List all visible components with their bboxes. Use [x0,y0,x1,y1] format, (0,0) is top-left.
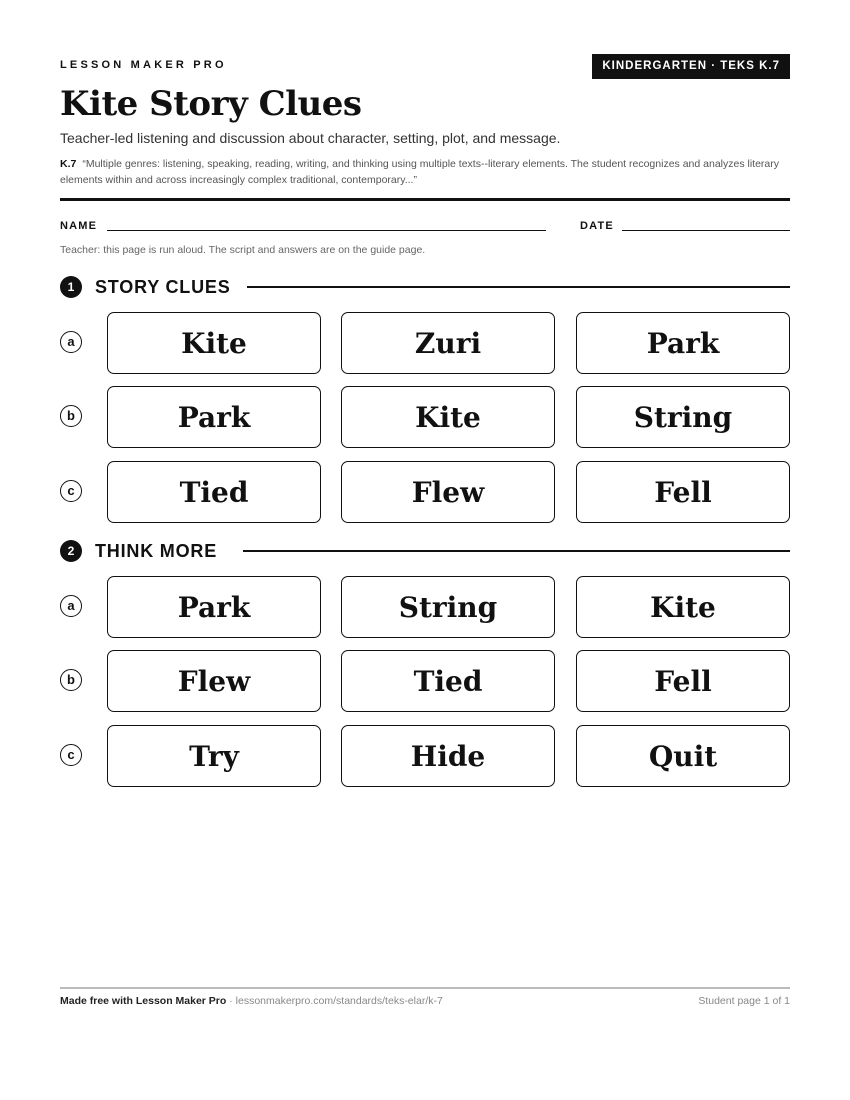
section-divider [247,286,790,288]
brand-name: LESSON MAKER PRO [60,59,227,71]
word-choice-card[interactable]: Park [107,386,321,448]
date-field[interactable] [622,230,790,231]
worksheet-page [60,0,790,1100]
section-title: STORY CLUES [95,277,231,297]
date-label: DATE [580,220,614,232]
question-row [60,725,790,787]
word-choice-card[interactable]: Park [576,312,790,374]
section-title: THINK MORE [95,541,217,561]
row-letter-badge: a [60,595,82,617]
row-letter-badge: a [60,331,82,353]
name-field[interactable] [107,230,546,231]
row-letter-badge: c [60,744,82,766]
section-number-badge: 1 [60,276,82,298]
section-number-badge: 2 [60,540,82,562]
question-row [60,576,790,638]
page-title: Kite Story Clues [60,84,362,124]
word-choice-card[interactable]: Flew [107,650,321,712]
row-letter-badge: b [60,405,82,427]
standard-text: “Multiple genres: listening, speaking, reading, writing, and thinking using multiple texts--literary elements. The student recognizes and analyzes literary elements within and across increasingly complex traditional, contemporary...” [60,158,780,186]
header-divider [60,198,790,201]
word-choice-card[interactable]: Hide [341,725,555,787]
question-row [60,386,790,448]
page-number: Student page 1 of 1 [698,995,790,1007]
word-choice-card[interactable]: Zuri [341,312,555,374]
section-heading-think-more [60,539,790,563]
standard-description [60,156,790,188]
word-choice-card[interactable]: Kite [341,386,555,448]
word-choice-card[interactable]: String [341,576,555,638]
question-row [60,312,790,374]
footer-made-with: Made free with Lesson Maker Pro [60,995,227,1007]
footer-divider [60,987,790,989]
section-divider [243,550,790,552]
word-choice-card[interactable]: Kite [576,576,790,638]
standard-code: K.7 [60,158,77,170]
section-heading-story-clues [60,275,790,299]
name-label: NAME [60,220,98,232]
word-choice-card[interactable]: Kite [107,312,321,374]
word-choice-card[interactable]: Try [107,725,321,787]
word-choice-card[interactable]: Tied [341,650,555,712]
footer-url-link[interactable]: lessonmakerpro.com/standards/teks-elar/k-7 [235,995,443,1007]
word-choice-card[interactable]: Fell [576,461,790,523]
word-choice-card[interactable]: Fell [576,650,790,712]
page-subtitle: Teacher-led listening and discussion about character, setting, plot, and message. [60,130,561,146]
question-row [60,461,790,523]
question-row [60,650,790,712]
row-letter-badge: c [60,480,82,502]
footer-credit [60,995,443,1007]
word-choice-card[interactable]: Park [107,576,321,638]
word-choice-card[interactable]: String [576,386,790,448]
word-choice-card[interactable]: Flew [341,461,555,523]
teacher-note: Teacher: this page is run aloud. The script and answers are on the guide page. [60,244,426,256]
grade-standard-badge: KINDERGARTEN · TEKS K.7 [592,54,790,79]
word-choice-card[interactable]: Quit [576,725,790,787]
row-letter-badge: b [60,669,82,691]
word-choice-card[interactable]: Tied [107,461,321,523]
footer-separator: · [226,995,236,1007]
